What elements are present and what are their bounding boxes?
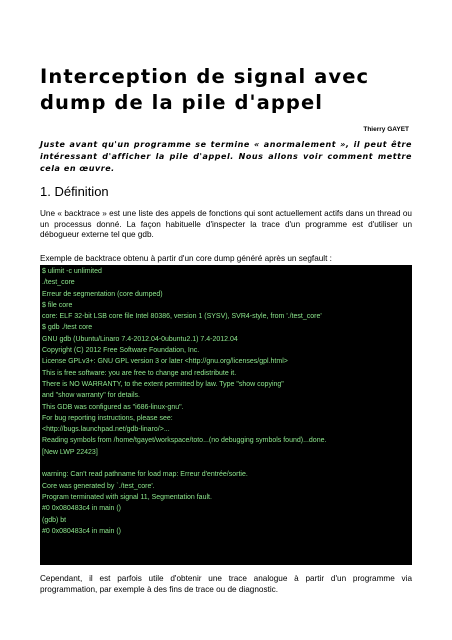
terminal-line: For bug reporting instructions, please see:	[42, 414, 173, 422]
terminal-line: #0 0x080483c4 in main ()	[42, 505, 121, 513]
terminal-line: Reading symbols from /home/tgayet/workspace/toto...(no debugging symbols found)...done.	[42, 437, 327, 445]
terminal-line: and "show warranty" for details.	[42, 392, 140, 400]
terminal-line: Erreur de segmentation (core dumped)	[42, 290, 163, 298]
section-heading: 1. Définition	[40, 184, 109, 199]
terminal-line: Copyright (C) 2012 Free Software Foundation, Inc.	[42, 347, 200, 355]
paragraph-example-intro: Exemple de backtrace obtenu à partir d'un core dump généré après un segfault :	[40, 254, 332, 263]
terminal-output-block	[40, 265, 412, 565]
terminal-line: This is free software: you are free to change and redistribute it.	[42, 369, 237, 377]
terminal-line: <http://bugs.launchpad.net/gdb-linaro/>...	[42, 426, 170, 434]
terminal-line: ./test_core	[42, 279, 75, 287]
paragraph-programmatic-trace: Cependant, il est parfois utile d'obtenir une trace analogue à partir d'un programme via programmation, par exemple à des fins de trace ou de diagnostic.	[40, 574, 412, 594]
abstract: Juste avant qu'un programme se termine « anormalement », il peut être intéressant d'afficher la pile d'appel. Nous allons voir comment mettre cela en œuvre.	[40, 140, 412, 173]
terminal-line: There is NO WARRANTY, to the extent permitted by law. Type "show copying"	[42, 380, 284, 388]
terminal-line: warning: Can't read pathname for load map: Erreur d'entrée/sortie.	[42, 471, 248, 479]
title-line: Interception de signal avec	[40, 65, 370, 88]
terminal-line: This GDB was configured as "i686-linux-gnu".	[42, 403, 184, 411]
terminal-line: Program terminated with signal 11, Segmentation fault.	[42, 493, 212, 501]
author-name: Thierry GAYET	[363, 126, 409, 133]
terminal-line: [New LWP 22423]	[42, 448, 98, 456]
terminal-line: GNU gdb (Ubuntu/Linaro 7.4-2012.04-0ubuntu2.1) 7.4-2012.04	[42, 335, 238, 343]
terminal-line: $ file core	[42, 301, 73, 309]
terminal-line: #0 0x080483c4 in main ()	[42, 527, 121, 535]
terminal-line: Core was generated by `./test_core'.	[42, 482, 155, 490]
terminal-line: (gdb) bt	[42, 516, 67, 524]
document-title	[40, 64, 420, 116]
terminal-blank-line	[42, 458, 410, 469]
paragraph-definition: Une « backtrace » est une liste des appels de fonctions qui sont actuellement actifs dans un thread ou un processus donné. La façon habituelle d'inspecter la trace d'un programme est d'utiliser un débogueur externe tel que gdb.	[40, 209, 412, 239]
terminal-line: core: ELF 32-bit LSB core file Intel 80386, version 1 (SYSV), SVR4-style, from './test_core'	[42, 313, 322, 321]
terminal-line: $ ulimit -c unlimited	[42, 268, 102, 275]
terminal-line: License GPLv3+: GNU GPL version 3 or later <http://gnu.org/licenses/gpl.html>	[42, 358, 288, 366]
terminal-line: $ gdb ./test core	[42, 324, 93, 332]
title-line: dump de la pile d'appel	[40, 91, 324, 114]
